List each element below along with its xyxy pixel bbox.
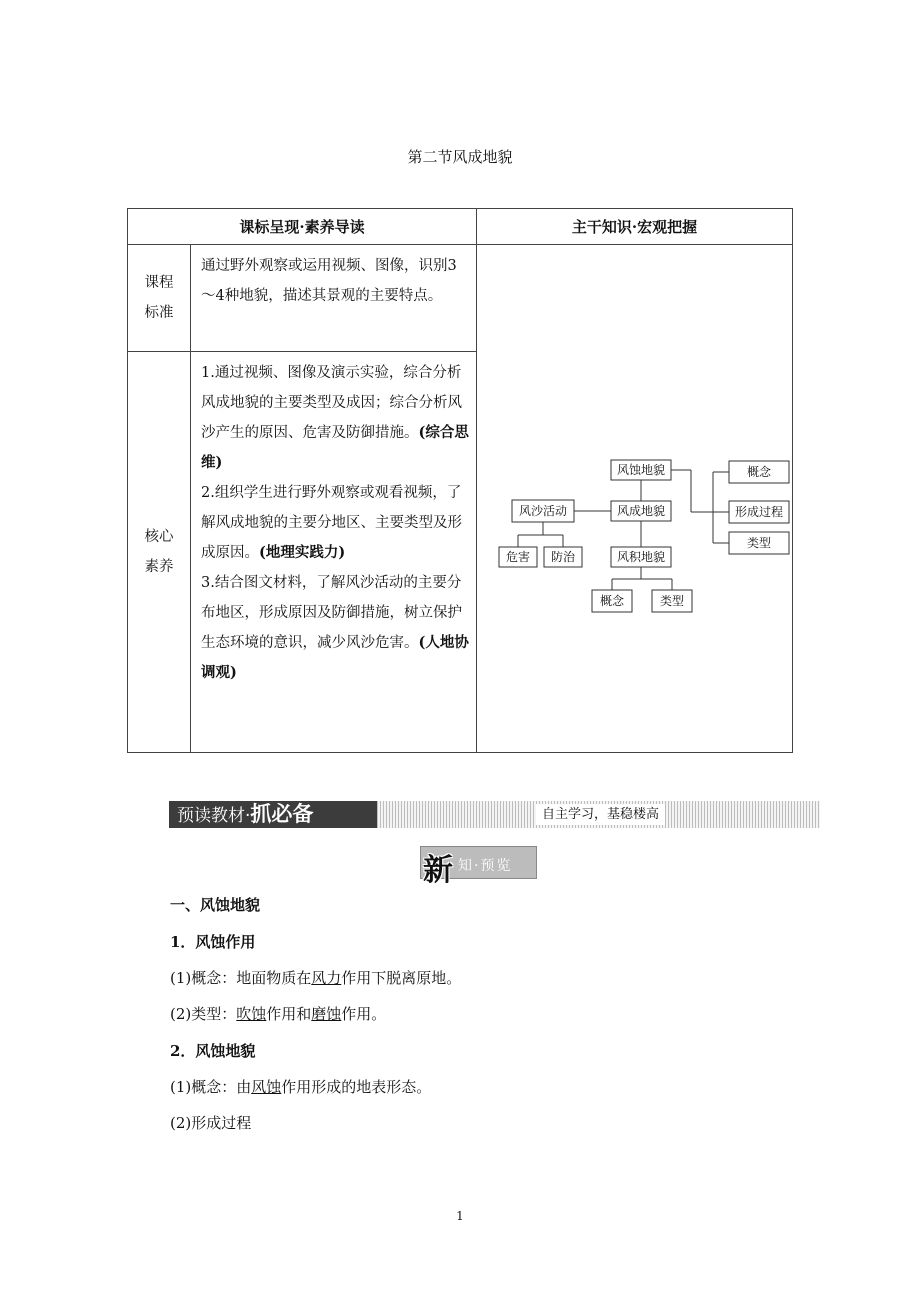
literacy-item-3: 3.结合图文材料，了解风沙活动的主要分布地区，形成原因及防御措施，树立保护生态环境的意识，减少风沙危害。 — [201, 575, 462, 651]
banner-title — [169, 801, 377, 828]
literacy-item-2: 2.组织学生进行野外观察或观看视频，了解风成地貌的主要分地区、主要类型及形成原因。 — [201, 485, 462, 561]
section-banner — [169, 801, 820, 828]
literacy-tag-3: (人地协调观) — [201, 634, 469, 681]
heading-1 — [170, 894, 260, 915]
p3-part-b: 作用形成的地表形态。 — [281, 1078, 432, 1096]
literacy-item-1: 1.通过视频、图像及演示实验，综合分析风成地貌的主要类型及成因；综合分析风沙产生的原因、危害及防御措施。 — [201, 365, 462, 441]
p2-answer-2: 磨蚀 — [311, 1005, 342, 1023]
banner-subtitle: 自主学习，基稳楼高 — [536, 804, 665, 825]
row1-label-a: 课程 — [144, 275, 174, 291]
paragraph-types — [170, 1003, 386, 1024]
diagram-deposition-type-node: 类型 — [659, 594, 685, 608]
diagram-erosion-node: 风蚀地貌 — [616, 463, 666, 477]
row-label-literacy — [128, 352, 191, 753]
literacy-tag-2: (地理实践力) — [259, 544, 346, 561]
banner-title-b: 抓必备 — [250, 802, 314, 826]
diagram-deposition-node: 风积地貌 — [616, 550, 666, 564]
row2-label-b: 素养 — [144, 559, 174, 575]
knowledge-diagram-cell — [477, 245, 793, 753]
row1-label-b: 标准 — [144, 305, 174, 321]
diagram-prevent-node: 防治 — [550, 550, 576, 564]
diagram-erosion-type-node: 类型 — [746, 536, 772, 550]
preview-badge — [420, 846, 537, 888]
lesson-table — [127, 208, 793, 753]
row-label-standard — [128, 245, 191, 352]
p1-part-b: 作用下脱离原地。 — [341, 969, 462, 987]
diagram-center-node: 风成地貌 — [616, 504, 666, 518]
page-title: 第二节风成地貌 — [407, 148, 513, 166]
row2-label-a: 核心 — [144, 529, 174, 545]
p1-part-a: (1)概念：地面物质在 — [170, 969, 312, 987]
heading-2 — [170, 931, 255, 952]
heading-3-text: 2．风蚀地貌 — [170, 1042, 256, 1060]
literacy-text — [191, 352, 477, 753]
badge-small-text: 知·预览 — [458, 858, 513, 874]
p2-part-b: 作用和 — [266, 1005, 312, 1023]
p3-part-a: (1)概念：由 — [170, 1078, 252, 1096]
p3-answer: 风蚀 — [251, 1078, 282, 1096]
diagram-erosion-concept-node: 概念 — [746, 465, 772, 479]
p2-answer-1: 吹蚀 — [236, 1005, 267, 1023]
page-number: 1 — [456, 1209, 464, 1223]
literacy-tag-1: (综合思维) — [201, 424, 469, 471]
paragraph-process: (2)形成过程 — [170, 1114, 252, 1132]
heading-1-text: 一、风蚀地貌 — [170, 896, 261, 914]
header-right: 主干知识·宏观把握 — [477, 209, 793, 245]
p2-part-a: (2)类型： — [170, 1005, 237, 1023]
paragraph-concept-2 — [170, 1076, 431, 1097]
banner-title-a: 预读教材· — [177, 806, 251, 826]
badge-big-char: 新 — [423, 853, 453, 888]
diagram-harm-node: 危害 — [505, 550, 531, 564]
heading-3 — [170, 1040, 255, 1061]
standard-text: 通过野外观察或运用视频、图像，识别3～4种地貌，描述其景观的主要特点。 — [191, 245, 477, 352]
p1-answer: 风力 — [311, 969, 342, 987]
paragraph-concept-1 — [170, 967, 461, 988]
diagram-sand-node: 风沙活动 — [518, 504, 568, 518]
diagram-deposition-concept-node: 概念 — [599, 594, 625, 608]
p2-part-c: 作用。 — [341, 1005, 387, 1023]
knowledge-diagram — [477, 245, 810, 751]
header-left: 课标呈现·素养导读 — [128, 209, 477, 245]
diagram-erosion-process-node: 形成过程 — [734, 505, 784, 519]
heading-2-text: 1．风蚀作用 — [170, 933, 256, 951]
